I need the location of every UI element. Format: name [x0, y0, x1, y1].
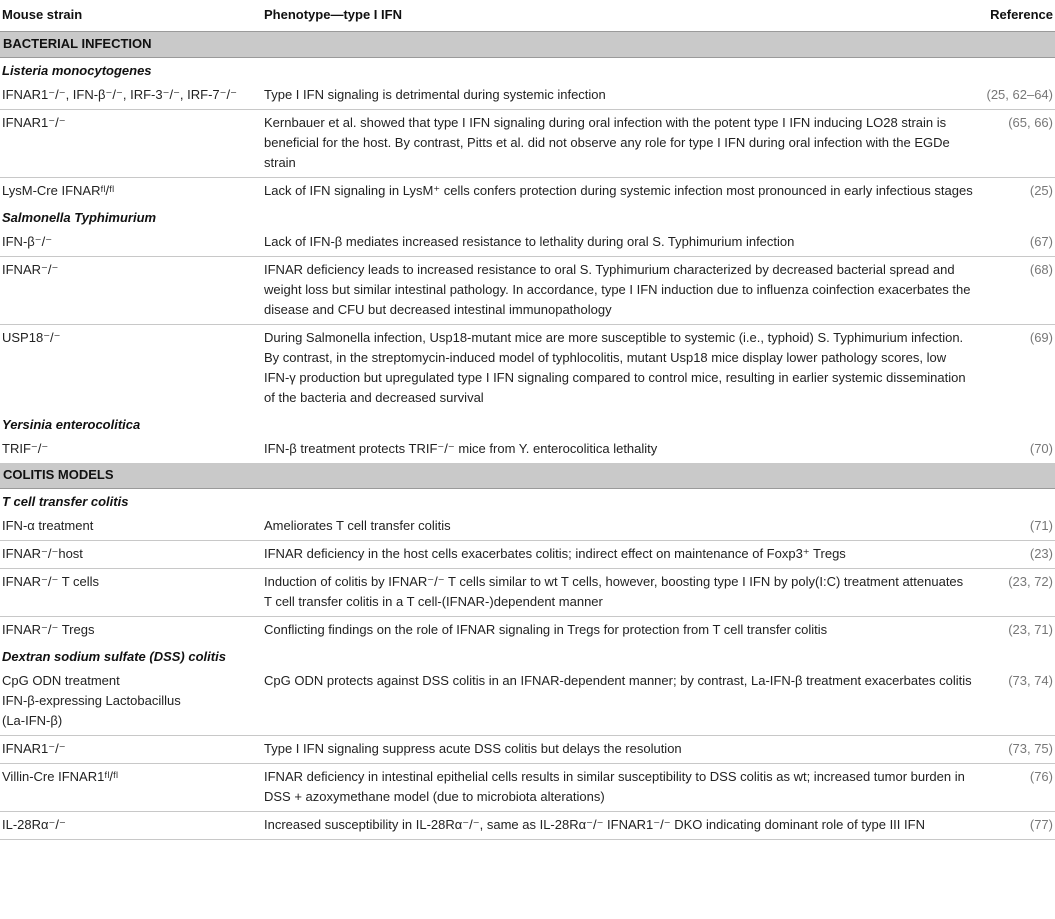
reference-cell: (73, 74) — [975, 668, 1055, 736]
section-title: COLITIS MODELS — [0, 463, 1055, 489]
table-row — [0, 541, 1055, 569]
subsection-header-row — [0, 644, 1055, 668]
strain-cell: IFNAR1⁻/⁻ — [0, 736, 262, 764]
table-row — [0, 668, 1055, 736]
strain-cell: USP18⁻/⁻ — [2, 330, 61, 345]
strain-cell: IFNAR⁻/⁻ Tregs — [2, 622, 95, 637]
reference-cell: (23, 72) — [975, 569, 1055, 617]
phenotype-cell: Lack of IFN-β mediates increased resistance to lethality during oral S. Typhimurium infection — [262, 229, 975, 257]
reference-cell: (69) — [1029, 330, 1053, 345]
phenotype-cell: Induction of colitis by IFNAR⁻/⁻ T cells similar to wt T cells, however, boosting type I IFN by poly(I:C) treatment attenuates T cell transfer colitis in a T cell-(IFNAR-)dependent manner — [262, 569, 975, 617]
phenotype-cell: During Salmonella infection, Usp18-mutant mice are more susceptible to systemic (i.e., typhoid) S. Typhimurium infection. By contrast, in the streptomycin-induced model of typhlocolitis, mutant Usp18 mice display lower pathology scores, low IFN-γ production but upregulated type I IFN signaling compared to control mice, resulting in earlier systemic dissemination of the bacteria and decreased survival — [264, 330, 966, 405]
phenotype-cell: Conflicting findings on the role of IFNAR signaling in Tregs for protection from T cell transfer colitis — [264, 622, 828, 637]
strain-cell: TRIF⁻/⁻ — [2, 441, 49, 456]
strain-cell: IFNAR⁻/⁻ T cells — [0, 569, 262, 617]
subsection-title: Salmonella Typhimurium — [2, 210, 157, 225]
strain-cell: IFNAR⁻/⁻ — [0, 257, 262, 325]
section-header-row — [0, 32, 1055, 58]
strain-cell: IFN-β⁻/⁻ — [0, 229, 262, 257]
table-header-row — [0, 0, 1055, 32]
table-row — [0, 178, 1055, 206]
reference-cell: (68) — [975, 257, 1055, 325]
reference-cell: (25, 62–64) — [975, 82, 1055, 110]
table-row — [0, 257, 1055, 325]
reference-cell: (71) — [975, 513, 1055, 541]
reference-cell: (25) — [1029, 183, 1053, 198]
table-row — [0, 569, 1055, 617]
subsection-title: Listeria monocytogenes — [2, 63, 152, 78]
subsection-header-row — [0, 58, 1055, 83]
subsection-header-row — [0, 412, 1055, 436]
strain-cell: CpG ODN treatment IFN-β-expressing Lactobacillus (La-IFN-β) — [0, 668, 262, 736]
reference-cell: (65, 66) — [975, 110, 1055, 178]
table-row — [0, 513, 1055, 541]
table-row — [0, 82, 1055, 110]
header-phenotype: Phenotype—type I IFN — [262, 0, 975, 32]
phenotype-cell: Kernbauer et al. showed that type I IFN signaling during oral infection with the potent type I IFN inducing LO28 strain is beneficial for the host. By contrast, Pitts et al. did not observe any role for type I IFN during oral infection with the EGDe strain — [262, 110, 975, 178]
table-row — [0, 736, 1055, 764]
phenotype-cell: Increased susceptibility in IL-28Rα⁻/⁻, same as IL-28Rα⁻/⁻ IFNAR1⁻/⁻ DKO indicating dominant role of type III IFN — [262, 812, 975, 840]
table-row — [0, 436, 1055, 463]
strain-cell: IFNAR1⁻/⁻, IFN-β⁻/⁻, IRF-3⁻/⁻, IRF-7⁻/⁻ — [0, 82, 262, 110]
table-row — [0, 110, 1055, 178]
table-row — [0, 325, 1055, 413]
subsection-title: T cell transfer colitis — [2, 494, 129, 509]
reference-cell: (67) — [975, 229, 1055, 257]
strain-cell: IFNAR1⁻/⁻ — [0, 110, 262, 178]
reference-cell: (23, 71) — [1008, 622, 1053, 637]
strain-cell: Villin-Cre IFNAR1ᶠˡ/ᶠˡ — [0, 764, 262, 812]
subsection-title: Dextran sodium sulfate (DSS) colitis — [2, 649, 226, 664]
section-title: BACTERIAL INFECTION — [0, 32, 1055, 58]
strain-cell: IFN-α treatment — [0, 513, 262, 541]
reference-cell: (73, 75) — [975, 736, 1055, 764]
phenotype-cell: IFNAR deficiency leads to increased resistance to oral S. Typhimurium characterized by decreased bacterial spread and weight loss but similar intestinal pathology. In accordance, type I IFN induction due to influenza coinfection exacerbates the disease and CFU but decreased intestinal immunopathology — [262, 257, 975, 325]
strain-cell: IL-28Rα⁻/⁻ — [0, 812, 262, 840]
header-reference: Reference — [975, 0, 1055, 32]
section-header-row — [0, 463, 1055, 489]
phenotype-cell: IFNAR deficiency in the host cells exacerbates colitis; indirect effect on maintenance of Foxp3⁺ Tregs — [262, 541, 975, 569]
subsection-title: Yersinia enterocolitica — [2, 417, 141, 432]
table-row — [0, 812, 1055, 840]
phenotype-cell: Type I IFN signaling is detrimental during systemic infection — [262, 82, 975, 110]
subsection-header-row — [0, 205, 1055, 229]
phenotype-cell: Lack of IFN signaling in LysM⁺ cells confers protection during systemic infection most pronounced in early infectious stages — [264, 183, 973, 198]
phenotype-cell: IFN-β treatment protects TRIF⁻/⁻ mice from Y. enterocolitica lethality — [264, 441, 658, 456]
subsection-header-row — [0, 489, 1055, 514]
header-mouse-strain: Mouse strain — [0, 0, 262, 32]
phenotype-cell: CpG ODN protects against DSS colitis in an IFNAR-dependent manner; by contrast, La-IFN-β treatment exacerbates colitis — [262, 668, 975, 736]
table-row — [0, 764, 1055, 812]
reference-cell: (76) — [975, 764, 1055, 812]
phenotype-cell: Ameliorates T cell transfer colitis — [262, 513, 975, 541]
phenotype-cell: Type I IFN signaling suppress acute DSS colitis but delays the resolution — [262, 736, 975, 764]
table-row — [0, 617, 1055, 645]
reference-cell: (70) — [1029, 441, 1053, 456]
strain-cell: IFNAR⁻/⁻host — [0, 541, 262, 569]
reference-cell: (77) — [975, 812, 1055, 840]
table-row — [0, 229, 1055, 257]
reference-cell: (23) — [975, 541, 1055, 569]
phenotype-cell: IFNAR deficiency in intestinal epithelial cells results in similar susceptibility to DSS colitis as wt; increased tumor burden in DSS + azoxymethane model (due to microbiota alterations) — [262, 764, 975, 812]
strain-cell: LysM-Cre IFNARᶠˡ/ᶠˡ — [2, 183, 115, 198]
table-body — [0, 32, 1055, 840]
